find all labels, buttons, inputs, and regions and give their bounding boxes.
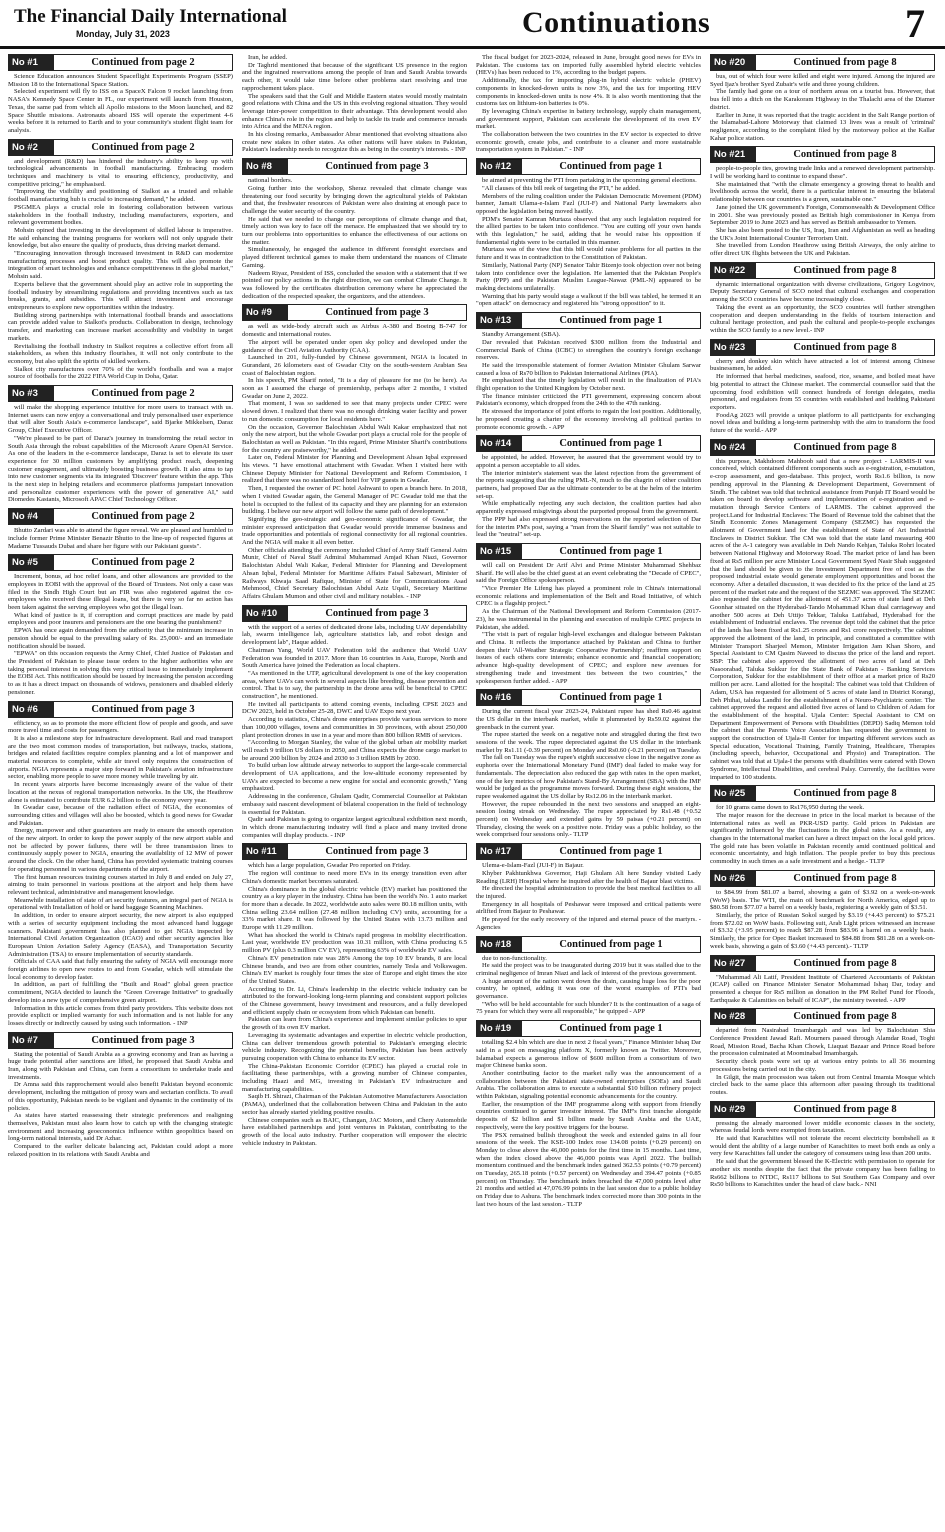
paragraph: In his closing remarks, Ambassador Abrar mentioned that evolving situations also create new stakes in other states. As other nations will have stakes in Pakistan, Pakistan's leadership needs to recognize this as being in the country's interests. - INP <box>242 131 467 154</box>
continuation-number: No #21 <box>711 147 756 162</box>
continuation-title: Continued from page 2 <box>91 557 195 569</box>
article-body <box>476 177 701 308</box>
continuation-box <box>8 701 233 1028</box>
article-body <box>8 158 233 381</box>
paragraph: "All clauses of this bill reek of targeting the PTI," he added. <box>482 184 641 192</box>
article-body <box>710 358 935 435</box>
paragraph: In Gwadar case, because of the radiation effect of NGIA, the economies of surrounding cities and villages will also be boosted, which is good news for Gwadar and Pakistan. <box>8 804 233 827</box>
paragraph: Similarly, National Party (NP) Senator Tahir Bizenjo took objection over not being taken into confidence over the legislation. He lamented that the Pakistan People's Party (PPP) and the Pakistan Muslim League-Nawaz (PML-N) appeared to be making decisions unilaterally. <box>476 261 701 292</box>
paragraph: Nadeem Riyaz, President of ISS, concluded the session with a statement that if we pointed our policy actions in the right direction, we can combat Climate Change. It was followed by the certificates distribution ceremony where he appreciated the dedication of the respected speaker, the organizers, and the attendees. <box>242 269 467 300</box>
continuation-title: Continued from page 1 <box>559 161 663 173</box>
continuation-title: Continued from page 1 <box>559 938 663 950</box>
paragraph: The collaboration between the two countries in the EV sector is expected to drive economic growth, create jobs, and contribute to a cleaner and more sustainable transportation system in Pakistan." - INP <box>476 131 701 154</box>
newspaper-name: The Financial Daily International <box>14 6 287 27</box>
continuation-number: No #23 <box>711 340 756 355</box>
continuation-header <box>476 543 701 560</box>
paragraph: Simultaneously, he engaged the audience in different foresight exercises and played different technical games to make them understand the nuances of Climate Gaming. <box>242 246 467 269</box>
continuation-box <box>8 508 233 550</box>
paragraph: He said that Karachiites will not tolerate the recent electricity bombshell as it would dent the ability of a large number of Karachiites to meet both ends as only a very few Karachiites fall under the category of consumers using less than 200 units. <box>710 1135 935 1158</box>
article-body <box>476 955 701 1017</box>
continuation-header <box>8 1032 233 1049</box>
paragraph: The finance minister criticized the PTI government, expressing concern about Pakistan's economy, which dropped from the 24th to the 47th ranking. <box>476 392 701 408</box>
article-body <box>476 1039 701 1208</box>
paragraph: The PSX remained bullish throughout the week and extended gains in all four sessions of the week. The KSE-100 Index rose 134.08 points (+0.29 percent) on Monday to close above the 46,000 points for the first time in 15 months. Last time, when the index closed above the 46,000 points was April 2022. The bullish momentum continued and the benchmark index gained 362.53 points (+0.79 percent) on Tuesday, 265.18 points (+0.57 percent) on Wednesday and 394.47 points (+0.85 percent) on Thursday. The benchmark index breached the 47,000 points level after 21 months and settled at 47,076.99 points in the last session due to a public holiday on Friday due to Ashura. The benchmark index corrected more than 300 points in the last two hours of the last session.- TLTP <box>476 1131 701 1208</box>
paragraph: She maintained that "with the climate emergency a growing threat to health and livelihoods across the world, there is a particular interest in ensuring the bilateral relationship between our countries is a green, sustainable one." <box>710 180 935 204</box>
continuation-box <box>8 139 233 381</box>
paragraph: By leveraging China's expertise in battery technology, supply chain management, and government support, Pakistan can accelerate the development of its own EV market. <box>476 107 701 131</box>
continuation-title: Continued from page 8 <box>793 1011 897 1023</box>
paragraph: Experts believe that the government should play an active role in supporting the football industry by streamlining regulations and providing incentives such as tax breaks, grants, and subsidies. This will attract investment and encourage entrepreneurs to explore new opportunities within the industry. <box>8 280 233 311</box>
continuation-header <box>710 1008 935 1025</box>
continuation-box <box>476 1020 701 1208</box>
paragraph: China's EV penetration rate was 28% Among the top 10 EV brands, 8 are local Chinese brands, and two are from other countries, namely Tesla and Volkswagen. China's EV market is roughly four times the size of Europe and eight times the size of the United States. <box>242 954 467 985</box>
continuation-box <box>242 605 467 840</box>
paragraph: "Encouraging innovation through increased investment in R&D can modernize manufacturing processes and boost product quality. This will also promote the integration of smart technologies and enhance competitiveness in the global market," Mohsin said. <box>8 250 233 281</box>
continuation-number: No #14 <box>477 436 522 451</box>
continuation-header <box>242 843 467 860</box>
continuation-box <box>710 785 935 866</box>
paragraph: Bhutto Zardari was able to attend the figure reveal. We are pleased and humbled to include former Prime Minister Benazir Bhutto to the line-up of respected figures at Madame Tussauds Dubai and share her figure with our Pakistani guests". <box>8 527 233 550</box>
paragraph: Qadir said Pakistan is going to organize largest agricultural exhibition next month, in which drone manufacturing industry will find a place and many invited drone companies will display products. - INP <box>242 816 467 839</box>
continuation-header <box>242 158 467 175</box>
paragraph: The fiscal budget for 2023-2024, released in June, brought good news for EVs in Pakistan. The customs tax on imported fully assembled hybrid electric vehicles (HEVs) has been reduced to 1%, according to the budget papers. <box>476 54 701 77</box>
continuation-title: Continued from page 3 <box>325 846 429 858</box>
paragraph: He said that the government blessed the K-Electric with permission to operate for another six months despite the fact that the private company has been failing to Rs662 billions to NTDC, Rs117 billions to Sui Southern Gas Company and over Rs50 billions to Karachiites under the head of claw back.- NNI <box>710 1158 935 1189</box>
continuation-title: Continued from page 3 <box>91 703 195 715</box>
masthead <box>0 0 945 49</box>
paragraph: Meanwhile installation of state of art security features, an integral part of NGIA is operational with Installation of hold or hand baggage Scanning Machines. <box>8 896 233 912</box>
continuation-number: No #24 <box>711 440 756 455</box>
continuation-header <box>8 554 233 571</box>
paragraph: The fall on Tuesday was the rupee's eighth successive close in the negative zone as euphoria over the International Monetary Fund (IMF) deal faded to make way for fundamentals. The depreciation also reduced the gap with rates in the open market, one of the key metrics of how Pakistan's Stand-By Arrangement (SBA) with the IMF would be judged as the programme moves forward. During these eight sessions, the rupee weakened against the US dollar by Rs12.06 in the interbank market. <box>476 754 701 800</box>
continuation-number: No #16 <box>477 690 522 705</box>
paragraph: The family had gone on a tour of northern areas on a tourist bus. However, that bus fell into a ditch on the Karakoram Highway in the Thalachi area of the Diamer district. <box>710 88 935 111</box>
paragraph: to $84.99 from $81.07 a barrel, showing a gain of $3.92 on a week-on-week (WoW) basis. The WTI, the main oil benchmark for North America, edged up to $80.58 from $77.07 a barrel on a weekly basis, registering a weekly gain of $3.51. <box>710 888 935 912</box>
article-body <box>8 1051 233 1159</box>
continuation-box <box>710 439 935 782</box>
continuation-title: Continued from page 1 <box>559 438 663 450</box>
paragraph: which has a large population, Gwadar Pro reported on Friday. <box>248 862 411 870</box>
paragraph: Compared to the earlier delicate balancing act, Pakistan could adopt a more relaxed position in its relations with Saudi Arabia and <box>8 1143 233 1158</box>
paragraph: Additionally, the tax for importing plug-in hybrid electric vehicle (PHEV) components in knocked-down units is now 3%, and the tax for importing HEV components in knocked-down units is now 4%. It is also worth mentioning that the customs tax on lithium-ion batteries is 0%. <box>476 77 701 108</box>
issue-date: Monday, July 31, 2023 <box>76 29 170 39</box>
paragraph: What has shocked the world is China's rapid progress in mobility electrification. Last year, worldwide EV production was 10.31 million, with China producing 6.5 million PV (plus 0.3 million CV EV), representing 63% of worldwide EV sales. <box>242 931 467 955</box>
paragraph: In Gilgit, the main procession was taken out from Central Imamia Mosque which circled back to the same place this afternoon after passing through its traditional routes. <box>710 1073 935 1096</box>
paragraph: She travelled from London Heathrow using British Airways, the only airline to offer direct UK flights between the UK and Pakistan. <box>710 242 935 258</box>
continuation-number: No #19 <box>477 1021 522 1036</box>
paragraph: According to Dr. Li, China's leadership in the electric vehicle industry can be attributed to the forward-looking long-term planning and consistent support policies of the Chinese government, heavy investment and resources, and a fully developed and efficient supply chain or ecosystem from which Pakistan can benefit. <box>242 985 467 1016</box>
paragraph: As states have started reassessing their strategic preferences and realigning themselves, Pakistan must also learn how to catch up with the changing strategic environment and increasing geoeconomics influence within geopolitics based on long-term national interests, said Dr Azhar. <box>8 1112 233 1143</box>
article-body <box>242 862 467 1147</box>
continuation-header <box>710 339 935 356</box>
continuation-title: Continued from page 1 <box>559 1023 663 1035</box>
continuation-number: No #29 <box>711 1102 756 1117</box>
paragraph: The region will continue to need more EVs in its energy transition even after China's domestic market becomes saturated. <box>242 870 467 885</box>
article-columns <box>8 54 937 1526</box>
continuation-header <box>710 785 935 802</box>
paragraph: Signifying the geo-strategic and geo-economic significance of Gwadar, the minister expressed anticipation that Gwadar would provide immense business and trade opportunities and potentials of regional connectivity for all regional countries. And the NGIA will make it all even better. <box>242 515 467 547</box>
paragraph: "Who will be held accountable for such blunder? It is the continuation of a saga of 75 years for which they were all responsible," he quipped - APP <box>476 1000 701 1016</box>
paragraph: Saqib H. Shirazi, Chairman of the Pakistan Automotive Manufacturers Association (PAMA), underlined that the collaboration between China and Pakistan in the auto sector has already started yielding positive results. <box>242 1093 467 1116</box>
paragraph: Later on, Federal Minister for Planning and Development Ahsan Iqbal expressed his views. "I have emotional attachment with Gwadar. When I visited here with Chinese Deputy Minister for National Development and Reform Commission, I realized that there was no standardized hotel for VIP guests in Gwadar. <box>242 454 467 485</box>
paragraph: Officials of CAA said that fully ensuring the safety of NGIA will encourage more foreign airlines to open new routes to and from Gwadar, which will stimulate the local economy to develop faster. <box>8 958 233 981</box>
column-3 <box>476 54 701 1526</box>
paragraph: She has also been posted to the US, Iraq, Iran and Afghanistan as well as heading the UK's Joint International Counter Terrorism Unit. <box>710 226 935 242</box>
paragraph: He stressed the importance of joint efforts to regain the lost position. Additionally, he proposed creating a charter of the economy involving all political parties to promote economic growth. - APP <box>476 408 701 431</box>
paragraph: PDM's Senator Kamran Murtaza observed that any such legislation required for the allied parties to be taken into confidence. "You are cutting off your own hands with this legislation," he said, adding that he would raise his opposition if fundamental rights were to be curtailed in this manner. <box>476 215 701 246</box>
continuation-number: No #18 <box>477 937 522 952</box>
continuation-title: Continued from page 8 <box>793 149 897 161</box>
paragraph: As the Chairman of the National Development and Reform Commission (2017-23), he was instrumental in the planning and execution of multiple CPEC projects in Pakistan, she added. <box>476 608 701 631</box>
paragraph: Science Education announces Student Spaceflight Experiments Program (SSEP) Mission 18 to the International Space Station. <box>8 73 233 88</box>
paragraph: Another contributing factor to the market rally was the announcement of a collaboration between the Pakistani state-owned enterprises (SOEs) and Saudi Arabia. The collaboration aims to execute a substantial $10 billion refinery project within Pakistan, signaling potential economic advancements for the country. <box>476 1069 701 1101</box>
paragraph: Iran, he added. <box>248 54 288 61</box>
paragraph: Pakistan can learn from China's experience and implement similar policies to spur the growth of its own EV market. <box>242 1016 467 1032</box>
paragraph: Members of the ruling coalition under the Pakistan Democratic Movement (PDM) banner, Jamait Ulama-e-Islam Fazl (JUI-F) and National Party lawmakers also opposed the legislation being moved hastily. <box>476 192 701 215</box>
continuation-title: Continued from page 1 <box>559 545 663 557</box>
article-body <box>710 165 935 257</box>
continuation-box <box>476 158 701 308</box>
continuation-box <box>710 955 935 1005</box>
continuation-title: Continued from page 8 <box>793 264 897 276</box>
paragraph: To build urban low altitude airway networks to support the large-scale commercial development of UA applications, and the low-altitude economy represented by UAVs are expected to become a new engine for social and economic growth," Yang emphasized. <box>242 762 467 793</box>
paragraph: In recent years airports have become increasingly aware of the value of their location at the nexus of regional transportation networks. In the UK, the Heathrow alone is estimated to contribute EUR 6.2 billion to the economy every year. <box>8 781 233 804</box>
article-body <box>8 720 233 1028</box>
continuation-number: No #4 <box>9 509 54 524</box>
paragraph: FoodAg 2023 will provide a unique platform to all participants for exchanging novel ideas and building a long-term partnership with the aim to transform the food future of the world.- APP <box>710 411 935 435</box>
paragraph: Mohsin opined that investing in the development of skilled labour is imperative. He said enhancing the training programs for workers will not only upgrade their knowledge, but also ensure the quality of products, thus driving market demand. <box>8 226 233 250</box>
continuation-box <box>710 1101 935 1189</box>
article-body <box>476 862 701 931</box>
continuation-number: No #17 <box>477 844 522 859</box>
paragraph: China's dominance in the global electric vehicle (EV) market has positioned the country as a key player in the industry. China has been the world's No. 1 auto market for more than a decade. In 2022, worldwide auto sales were 80.18 million units, with China selling 23.64 million (27.48 million including CV) units, accounting for a 33% market share. It was followed by the United States with 13.73 million and Europe with 11.29 million. <box>242 885 467 932</box>
paragraph: Similarly, the price of Russian Sokol surged by $3.19 (+4.43 percent) to $75.21 from $72.02 on WoW basis. Following suit, Arab Light prices witnessed an increase of $3.32 (+3.95 percent) to reach $87.28 from $83.96 a barrel on a weekly basis. Similarly, the price for Opec Basket increased to $84.88 from $81.28 on a week-on-week basis, showing a gain of $3.60 (+4.43 percent).- TLTP <box>710 911 935 950</box>
continuation-header <box>476 1020 701 1037</box>
paragraph: Chinese companies such as BAIC, Changan, JAC Motors, and Chery Automobile have established partnerships and joint ventures in Pakistan, contributing to the growth of the local auto industry. Further cooperation will empower the electric vehicle industry in Pakistan. <box>242 1116 467 1147</box>
continuation-number: No #25 <box>711 786 756 801</box>
continuation-header <box>476 689 701 706</box>
paragraph: Ulema-e-Islam-Fazl (JUI-F) in Bajaur. <box>482 862 584 870</box>
paragraph: It is also a milestone step for infrastructure development. Rail and road transport are the two most common modes of transportation, but railways, tracks, stations, bridges and related facilities require complex planning and a lot of manpower and material resources to complete, while air travel only requires the construction of airports. NGIA represents a major step forward in Pakistan's aviation infrastructure sector, enabling more people to save more money while traveling by air. <box>8 734 233 781</box>
paragraph: Sialkot city manufactures over 70% of the world's footballs and was a major source of footballs for the 2022 FIFA World Cup in Doha, Qatar. <box>8 365 233 381</box>
article-body <box>242 323 467 600</box>
paragraph: The interior minister's statement was the latest rejection from the government of the reports suggesting that the ruling PML-N, much to the chagrin of other coalition partners, had proposed Dar as the ultimate contender to be at the helm of the interim set-up. <box>476 469 701 500</box>
paragraph: What kind of justice is it, if corruption and corrupt practices are made by paid employees and poor insurers and pensioners are the one bearing the punishment? <box>8 611 233 627</box>
paragraph: Launched in 201, fully-funded by Chinese government, NGIA is located in Gurandani, 26 kilometers east of Gwadar City on the south-western Arabian Sea coast of Balochistan region. <box>242 354 467 377</box>
paragraph: Stating the potential of Saudi Arabia as a growing economy and Iran as having a huge trade potential after sanctions are lifted, he proposed that Saudi Arabia and Iran, along with Pakistan and China, can form a consortium to undertake trade and investments. <box>8 1050 233 1081</box>
continuation-title: Continued from page 2 <box>91 388 195 400</box>
paragraph: Going further into the workshop, Sheraz revealed that climate change was threatening our food security by bringing down the agricultural yields of Pakistan and that, the freshwater resources of Pakistan were also draining at enough pace to challenge the water security of the country. <box>242 184 467 215</box>
paragraph: He said the project was to be inaugurated during 2019 but it was stalled due to the criminal negligence of Imran Niazi and lack of interest of the previous government. <box>476 962 701 977</box>
paragraph: this purpose, Makhdoom Mahboob said that a new project - LARMIS-II was conceived, which contained different components such as e-registration, e-mutation, e-crop assessment, and geo-database. This project, worth Rs1.6 billion, is now pending approval in the Planning & Development Department, Government of Sindh. The cabinet was told that technical assistance from Punjab IT Board would be taken on board to develop software and implementation of e-registration and e-mutation through Service Centers of LARMIS. The cabinet approved the project.Land for Industrial Enclaves: The Board of Revenue told the cabinet that the Sindh Economic Zones Management Company (SEZMC) has requested the allotment of Government land for the establishment of State of Art Industrial Enclaves in District Sukkur. The CM was told that the state land measuring 400 acres of the A-1 category was available in Deh Nando Kehjan, Taluka Rohri located between National Highway and Motorway Road. The market price of land has been fixed at Rs5 million per acre Minister Local Government Syed Nasir Shah suggested that the land should be given to the Investment Department free of cost as the proposed industrial estate would generate employment opportunities and boost the economy. After a detailed discussion, it was decided to fix the price of the land at 25 percent of the market rate and the request of the SEZMC was approved. The SEZMC also requested the cabinet for the allotment of 451.37 acres of state land at Deh Goonhar situated on the Hyderabad-Tando Mohammad Khan dual carriageway and another 500 acres at Deh Uttijo Tekkar, Taluka Latifabad, Hyderabad for the establishment of Industrial enclaves. The revenue dept told the cabinet that the price of the lands has been fixed at Rs1.25 crores and Rs1 crore respectively. The cabinet approved the allotment of the land, in principle, and constituted a committee with Minister Transport Sharjeel Memon, Minister Irrigation Jam Khan Shoro, and Special Assistant to CM Qasim Naveed to discuss the price of the land and report. SBP: The cabinet also approved the allotment of two acres of land at Deh Nasoorabad, Taluka Sukkur for the State Bank of Pakistan - Banking Services Corporation, Sukkur for the establishment of their office at a market price of Rs20 million per acre. Land allotted for the hospital: The cabinet was told that Children of Adam, USA has requested for allotment of 5 acres of state land in District Korangi, Deh Phihai, taluka Landhi for the establishment of a Neuro-Psychiatric center. The cabinet approved the request and allotted five acres of land to Children of Adam for the establishment of the hospital. Ujala Center: Special Assistant to CM on Department Empowerment of Persons with Disabilities (DEPD) Sadiq Memon told the cabinet that the Parents Voice Association has requested the government to support the construction of Ujala-II Center for imparting different services such as Special education, Vocational Training, Family Training, Healthcare, Therapies (including speech, behavior, Occupational and Physio) and Transpiration. The cabinet was told that at Ujala-I the persons with disabilities were catered with Down Syndrome, Intellectual Disabilities, and cerebral Palsy. Currently, the facilities were imparted to 100 students. <box>710 457 935 781</box>
continuation-header <box>710 262 935 279</box>
article-body <box>242 177 467 300</box>
continuation-number: No #28 <box>711 1009 756 1024</box>
paragraph: In addition, in order to ensure airport security, the new airport is also equipped with a series of security equipment including the most advanced hand luggage scanners. Pakistani government has also planned to get NGIA inspected by International Civil Aviation Organization (ICAO) and other security agencies like European Union Aviation Safety Agency (EASA), and Transportation Security Administration (TSA) to ensure implementation of security standards. <box>8 912 233 958</box>
continuation-number: No #13 <box>477 313 522 328</box>
continuation-box <box>476 435 701 539</box>
paragraph: According to statistics, China's drone enterprises provide various services to more than 100,000 villages, towns and communities in 30 provinces, with about 250,000 plant protection drones in use in a year and more than 800 billion RMB of services. <box>242 716 467 739</box>
continuation-box <box>476 843 701 931</box>
continuation-number: No #12 <box>477 159 522 174</box>
paragraph: EPWA has once again demanded from the authority that the minimum increase in pension should be equal to the prevailing salary of Rs. 25,000/- and an immediate notification should be issued. <box>8 627 233 650</box>
continuation-header <box>710 1101 935 1118</box>
paragraph: as well as wide-body aircraft such as Airbus A-380 and Boeing B-747 for domestic and international routes. <box>242 323 467 339</box>
continuation-box <box>476 936 701 1017</box>
paragraph: be aimed at preventing the PTI from partaking in the upcoming general elections. <box>482 177 697 185</box>
paragraph: Jane joined the UK government's Foreign, Commonwealth & Development Office in 2001. She was previously posted as British high commissioner in Kenya from September 2019 to June 2023 and has served as British ambassador to Yemen. <box>710 203 935 227</box>
continuation-number: No #11 <box>243 844 288 859</box>
continuation-header <box>476 312 701 329</box>
article-body <box>710 1120 935 1189</box>
article-body <box>476 331 701 431</box>
column-2 <box>242 54 467 1526</box>
continuation-title: Continued from page 2 <box>91 141 195 153</box>
continuation-header <box>476 936 701 953</box>
continuation-box <box>8 385 233 504</box>
continuation-box <box>476 543 701 685</box>
paragraph: That moment, I was so saddened to see that many projects under CPEC were slowed down. I realized that there was no enough drinking water facility and power to run domestic consumption for local residents here." <box>242 400 467 423</box>
article-body <box>710 889 935 951</box>
continuation-box <box>242 843 467 1147</box>
continuation-header <box>710 146 935 163</box>
paragraph: pressing the already marooned lower middle economic classes in the society, whereas feudal lords were exempted from taxation. <box>710 1119 935 1135</box>
paragraph: Information in this article comes from third party providers. This website does not provide explicit or implied warranty for such information and is not liable for any losses directly or indirectly caused by using such information. - INP <box>8 1004 233 1027</box>
paragraph: Selected experiment will fly to ISS on a SpaceX Falcon 9 rocket launching from NASA's Kennedy Space Center in FL, our experiment will launch from Houston, Texas, the same pad from which all Apollo missions to the Moon launched, and 82 Space Shuttle missions. Astronauts aboard ISS will operate the experiment 4-6 weeks before it is returned to Earth and to your community's student flight team for analysis. <box>8 88 233 134</box>
article-body <box>476 54 701 154</box>
paragraph: In his speech, PM Sharif noted, "It is a day of pleasure for me (to be here). As soon as I assumed the charge of premiership, perhaps after 2 months, I visited Gwadar on June 2, 2022. <box>242 377 467 400</box>
paragraph: will make the shopping experience intuitive for more users to transact with us. Internet users can now enjoy a conversational and truly personalised user experience that will alter South Asia's e-commerce landscape", said Bjarke Mikkelsen, Daraz Group, Chief Executive Officer. <box>8 404 233 435</box>
paragraph: cherry and donkey skin which have attracted a lot of interest among Chinese businessmen, he added. <box>710 357 935 373</box>
column-4 <box>710 54 935 1526</box>
continuation-header <box>8 54 233 71</box>
paragraph: A huge amount of the nation went down the drain, causing huge loss for the poor country, he opined, adding it was one of the worst examples of PTI's bad governance. <box>476 977 701 1001</box>
continuation-header <box>710 870 935 887</box>
paragraph: "According to Morgan Stanley, the value of the global urban air mobility market will reach 9 trillion US dollars in 2050, and China expects the drone cargo market to be around 200 billion by 2024 and 2030 to 3 trillion RMB by 2030. <box>242 739 467 762</box>
paragraph: During the current fiscal year 2023-24, Pakistani rupee has shed Rs0.46 against the US dollar in the interbank market, while it plummeted by Rs59.02 against the greenback in the current year. <box>476 708 701 731</box>
continuation-box <box>710 1008 935 1096</box>
continuation-number: No #3 <box>9 386 54 401</box>
continuation-title: Continued from page 8 <box>793 788 897 800</box>
paragraph: Revitalising the football industry in Sialkot requires a collective effort from all stakeholders, as when this industry flourishes, it will not only contribute to the economy, but also uplift the spirits of skilled workers. <box>8 342 233 365</box>
article-body <box>710 73 935 142</box>
paragraph: He prayed for the early recovery of the injured and eternal peace of the martyrs. - Agencies <box>476 916 701 931</box>
paragraph: However, the rupee rebounded in the next two sessions and snapped an eight-session losing streak on Wednesday. The rupee appreciated by Rs1.48 (+0.52 percent) on Wednesday and extended gains by 59 paisas (+0.21 percent) on Thursday, closing the week on a positive note. Friday was a public holiday, so the week comprised four sessions only.- TLTP <box>476 800 701 839</box>
continuation-box <box>710 146 935 257</box>
paragraph: Khyber Pakhtunkhwa Governor, Haji Ghulam Ali here Sunday visited Lady Reading (LRH) Hospital where he inquired after the health of Bajaur blast victims. <box>476 869 701 885</box>
paragraph: Increment, bonus, ad hoc relief loans, and other allowances are provided to the employees in EOBI with the approval of the Board of Trustees. Not only a case was filed in the Sindh High Court but an FIR was also registered against the co-employees who received these illegal loans, but there is very so far no action has been taken against the serving employees who got the illegal loan. <box>8 573 233 612</box>
paragraph: Then, I requested the owner of PC hotel Ashwani to open a branch here. In 2018, when I visited Gwadar again, the General Manager of PC Gwadar told me that the hotel is occupied to the fullest of its capacity and they are planning for an extension building. I believe our new airport will follow the same path of development." <box>242 485 467 516</box>
continuation-number: No #22 <box>711 263 756 278</box>
paragraph: While emphatically rejecting any such decision, the coalition parties had also apparently expressed misgivings about the purported proposal from the government. <box>476 500 701 516</box>
continuation-title: Continued from page 8 <box>793 957 897 969</box>
continuation-box <box>476 689 701 839</box>
article-body <box>8 73 233 135</box>
continuation-header <box>476 435 701 452</box>
continuation-title: Continued from page 2 <box>91 511 195 523</box>
paragraph: He directed the hospital administration to provide the best medical facilities to all the injured. <box>476 885 701 900</box>
continuation-number: No #27 <box>711 956 756 971</box>
continuation-title: Continued from page 8 <box>793 872 897 884</box>
continuation-header <box>8 508 233 525</box>
paragraph: The speakers said that the Gulf and Middle Eastern states would mostly maintain good relations with China and the US in this evolving regional situation. They would leverage inter-power competition to their advantage. This development would also enhance China's role in the region and help to tackle its trade and commerce inroads into Africa and the MENA region. <box>242 92 467 131</box>
continuation-box <box>476 54 701 154</box>
continuation-header <box>8 385 233 402</box>
continuation-box <box>242 54 467 154</box>
paragraph: dynamic international organization with diverse civilizations, Grigory Logvinov, Deputy Secretary General of SCO noted that cultural exchanges and cooperation among the SCO countries have become increasingly close. <box>710 280 935 304</box>
paragraph: efficiency, so as to promote the more efficient flow of people and goods, and save more travel time and costs for passengers. <box>8 719 233 735</box>
paragraph: and development (R&D) has hindered the industry's ability to keep up with technological advancements in football manufacturing. Embracing modern techniques and machinery is vital to ensuring efficiency, productivity, and competitive pricing," he emphasised. <box>8 157 233 188</box>
continuation-box <box>710 339 935 435</box>
paragraph: Murtaza was of the view that this bill would raise problems for all parties in the future and it was in contradiction to the Constitution of Pakistan. <box>476 246 701 262</box>
continuation-title: Continued from page 3 <box>91 1034 195 1046</box>
article-body <box>242 624 467 840</box>
continuation-number: No #9 <box>243 305 288 320</box>
continuation-box <box>8 554 233 696</box>
article-body <box>8 573 233 696</box>
continuation-number: No #10 <box>243 606 288 621</box>
article-body <box>242 54 467 154</box>
paragraph: "As mentioned in the UTP, agricultural development is one of the key cooperation areas, where UAVs can work in several aspects like breeding, disease prevention and control. That is to say, the partnership in the drone area will be beneficial to CPEC construction", he mentioned. <box>242 669 467 701</box>
paragraph: Dr Taghrid mentioned that because of the significant US presence in the region and the ingrained reservations among the people of Iran and Saudi Arabia towards each other, it would take time before other problems start resolving and true rapprochement takes place. <box>242 61 467 92</box>
continuation-number: No #2 <box>9 140 54 155</box>
article-body <box>476 454 701 539</box>
paragraph: people-to-people ties, growing trade links and a renewed development partnership. I will be working hard to continue to expand these". <box>710 165 935 181</box>
continuation-number: No #5 <box>9 555 54 570</box>
continuation-header <box>242 605 467 622</box>
paragraph: He invited all participants to attend coming events, including CPSE 2023 and DCW 2023, held in October 25-28, DWC and UAV Expo next year. <box>242 700 467 716</box>
continuation-header <box>476 843 701 860</box>
continuation-number: No #6 <box>9 702 54 717</box>
paragraph: Dr Amna said this rapprochement would also benefit Pakistan beyond economic development, including the mitigation of proxy wars and sectarian conflicts. To avail of this opportunity, Pakistan needs to be vigilant and dynamic in the continuity of its policies. <box>8 1081 233 1112</box>
paragraph: Emergency in all hospitals of Peshawar were imposed and critical patients were airlifted from Bajaur to Peshawar. <box>476 900 701 916</box>
paragraph: "Muhammad Ali Latif, President Institute of Chartered Accountants of Pakistan (ICAP) called on Finance Minister Senator Mohammad Ishaq Dar, today and presented a cheque for Rs5 million as donation in the PM Relief Fund for Floods, Earthquake & Calamities on behalf of ICAP", the ministry tweeted. - APP <box>710 973 935 1004</box>
paragraph: national borders. <box>248 177 293 185</box>
paragraph: He informed that herbal medicines, seafood, rice, sesame, and boiled meat have big potential to attract the Chinese market. The commercial counsellor said that the upcoming food exhibition will connect hundreds of foreign delegates, media personnel, and regulators from 55 countries with established and budding Pakistani exporters. <box>710 373 935 411</box>
continuation-header <box>710 439 935 456</box>
paragraph: PSGMEA plays a crucial role in fostering collaboration between various stakeholders in the football industry, including manufacturers, exporters, and relevant government bodies. <box>8 203 233 227</box>
paragraph: Standby Arrangement (SBA). <box>482 331 561 339</box>
article-body <box>710 281 935 335</box>
continuation-box <box>242 158 467 300</box>
continuation-title: Continued from page 2 <box>91 57 195 68</box>
continuation-box <box>710 262 935 335</box>
continuation-box <box>8 1032 233 1159</box>
continuation-title: Continued from page 1 <box>559 692 663 704</box>
paragraph: The PPP had also expressed strong reservations on the reported selection of Dar for the interim PM's post, saying a "man from the Sharif family" was not suitable to lead the "neutral" set-up. <box>476 515 701 539</box>
article-body <box>710 458 935 782</box>
paragraph: The airport will be operated under open sky policy and developed under the guidance of the Civil Aviation Authority (CAA). <box>242 338 467 354</box>
continuation-number: No #8 <box>243 159 288 174</box>
paragraph: Security check posts were set up at various entry points to all 36 mourning processions being carried out in the city. <box>710 1058 935 1073</box>
paragraph: He said the irresponsible statement of former Aviation Minister Ghulam Sarwar caused a loss of Rs70 billion to Pakistan International Airlines (PIA). <box>476 361 701 377</box>
continuation-header <box>242 304 467 321</box>
continuation-title: Continued from page 8 <box>793 57 897 68</box>
continuation-number: No #20 <box>711 55 756 70</box>
paragraph: be appointed, he added. However, he assured that the government would try to appoint a person acceptable to all sides. <box>476 454 701 469</box>
paragraph: Energy, manpower and other guarantees are ready to ensure the smooth operation of the new airport. In order to keep the power supply of the new airport stable and not be affected by power failures, there will be three transmission lines to continuously supply power to NGIA, ensuring the availability of 12 MW of power around the clock. On the other hand, China has provided systematic training courses for operating personnel in various departments of the airport. <box>8 827 233 873</box>
continuation-box <box>476 312 701 431</box>
continuation-title: Continued from page 1 <box>559 846 663 858</box>
continuation-header <box>710 54 935 71</box>
continuation-title: Continued from page 1 <box>559 315 663 327</box>
continuation-number: No #1 <box>9 55 54 70</box>
paragraph: On the occasion, Governor Balochistan Abdul Wali Kakar emphasized that not only the new airport, but the whole Gwadar port plays a crucial role for the people of Balochistan as well as Pakistan. "In this regard, Prime Minister Sharif's contributions for the country are praiseworthy," he added. <box>242 423 467 454</box>
paragraph: He emphasized that the timely legislation will result in the finalization of PIA's flight operation to the United Kingdom by October next. <box>476 377 701 393</box>
paragraph: Other officials attending the ceremony included Chief of Army Staff General Asim Munir, Chief of Naval Staff Admiral Muhammad Amjad Khan Niazi, Governor Balochistan Abdul Wali Kakar, Federal Minister for Planning and Development Ahsan Iqbal, Federal Minister for Maritime Affairs Faisal Sabzwari, Minister of Railways Khwaja Saad Rafique, Minister of State for Communications Asad Mehmood, Chief Secretary Balochistan Abdul Aziz Uqaili, Secretary Maritime Affairs Ghulam Mumon and other civil and military notables. - INP <box>242 546 467 600</box>
page-number: 7 <box>905 1 925 46</box>
continuation-box <box>710 54 935 142</box>
paragraph: Addressing in the conference, Ghulam Qadir, Commercial Counsellor at Pakistan embassy said nascent development of bilateral cooperation in the field of technology is essential for Pakistan. <box>242 793 467 816</box>
paragraph: for 10 grams came down to Rs176,950 during the week. <box>716 804 865 812</box>
article-body <box>710 1027 935 1096</box>
continuation-header <box>8 701 233 718</box>
paragraph: The China-Pakistan Economic Corridor (CPEC) has played a crucial role in facilitating these partnerships, with a growing number of Chinese companies, including Haazi and MG, investing in Pakistan's EV infrastructure and manufacturing capabilities. <box>242 1062 467 1093</box>
continuation-title: Continued from page 3 <box>325 307 429 319</box>
paragraph: "The visit is part of regular high-level exchanges and dialogue between Pakistan and China. It reflects the importance attached by Pakistan and China to further deepen their 'All-Weather Strategic Cooperative Partnership'; reaffirm support on issues of each others core interests; enhance economic and financial cooperation; advance high-quality development of CPEC; and explore new avenues for strengthening trade and investment ties between the two countries," the spokesperson further added. - APP <box>476 631 701 685</box>
paragraph: Earlier in June, it was reported that the tragic accident in the Salt Range portion of the Islamabad-Lahore Motorway that claimed 13 lives was a result of 'criminal' negligence, according to the complaint filed by the motorway police at the Kallar Kahar police station. <box>710 111 935 142</box>
paragraph: totalling $2.4 bln which are due in next 2 fiscal years," Finance Minister Ishaq Dar said in a post on messaging platform X, formerly known as Twitter. Moreover, Islamabad expects a generous inflow of $600 million from a consortium of two major Chinese banks soon. <box>476 1039 701 1070</box>
paragraph: due to non-functionality. <box>482 954 547 962</box>
paragraph: "Vice Premier He Lifeng has played a prominent role in China's international economic relations and implementation of the Belt and Road Initiative, of which CPEC is a flagship project." <box>476 585 701 608</box>
continuation-header <box>8 139 233 156</box>
paragraph: The first human resources training courses started in July 8 and ended on July 27, aiming to train personnel in various positions at the airport and help them have relevant technical, administrative and management knowledge. <box>8 873 233 896</box>
paragraph: He said that we needed to change our perceptions of climate change and that, timely action was key to face off the menace. He emphasized that we should try to turn our problems into opportunities to enhance the effectiveness of our actions on the matter. <box>242 215 467 246</box>
article-body <box>476 562 701 685</box>
continuation-box <box>710 870 935 951</box>
continuation-title: Continued from page 8 <box>793 441 897 453</box>
paragraph: "Improving the visibility and positioning of Sialkot as a trusted and reliable football manufacturing hub is crucial to increasing demand," he added. <box>8 188 233 204</box>
paragraph: The major reason for the decrease in price in the local market is because of the international rates as well as PKR-USD parity. Gold prices in Pakistan are significantly influenced by the fluctuations in the global rates. As a result, any changes in the international market can have a direct impact on the local gold prices. The gold rate has been volatile in Pakistan recently amid continued political and economic uncertainty, and high inflation. The people prefer to buy this precious commodity in such times as a safe investment and a hedge.- TLTP <box>710 811 935 866</box>
paragraph: Taking the event as an opportunity, the SCO countries will further strengthen cooperation and deepen understanding in the fields of tourism interaction and cultural heritage protection, and push the cultural and people-to-people exchanges within the SCO family to a new level.- INP <box>710 303 935 334</box>
continuation-box <box>242 304 467 600</box>
continuation-header <box>710 955 935 972</box>
continuation-title: Continued from page 8 <box>793 341 897 353</box>
paragraph: In addition, as part of fulfilling the "Built and Road" global green practice commitment, NGIA decided to launch the "Green Coverage Initiative" to gradually develop into a new type of comprehensive green airport. <box>8 981 233 1004</box>
continuation-number: No #26 <box>711 871 756 886</box>
article-body <box>8 404 233 504</box>
article-body <box>476 708 701 839</box>
paragraph: The rupee started the week on a negative note and struggled during the first two sessions of the week. The rupee depreciated against the US dollar in the interbank market by Rs1.11 (-0.39 percent) on Monday and Rs0.60 (-0.21 percent) on Tuesday. <box>476 731 701 754</box>
paragraph: will call on President Dr Arif Alvi and Prime Minister Muhammad Shehbaz Sharif. He will also be the chief guest at an event celebrating the "Decade of CPEC", said the Foreign Office spokesperson. <box>476 561 701 585</box>
paragraph: Dar revealed that Pakistan received $300 million from the Industrial and Commercial Bank of China (ICBC) to strengthen the country's foreign exchange reserves. <box>476 338 701 362</box>
continuation-number: No #7 <box>9 1033 54 1048</box>
section-title: Continuations <box>522 6 711 39</box>
paragraph: bus, out of which four were killed and eight were injured. Among the injured are Syed Ijaz's brother Syed Zubair's wife and three young children. <box>710 73 935 88</box>
article-body <box>8 527 233 550</box>
article-body <box>710 974 935 1005</box>
paragraph: "We're pleased to be part of Daraz's journey in transforming the retail sector in South Asia through the robust capabilities of the Microsoft Azure OpenAI Service. As one of the leaders in the e-commerce landscape, Daraz is set to elevate its user experience for 30 million customers by amplifying product reach, deepening customer engagement, and ultimately boosting business growth. It also aims to tap into new customer segments via its integrated 'Discover' feature within the app. This is the next step in helping retailers and ecommerce platforms jumpstart innovation and personalize customer experiences with the power of generative AI," said Diomedes Kastanis, Microsoft APAC Chief Technology Officer. <box>8 434 233 504</box>
paragraph: Building strong partnerships with international football brands and associations can provide added value to Sialkot's products. Collaboration in design, technology transfer, and marketing can increase market accessibility and visibility in target markets. <box>8 311 233 342</box>
paragraph: Warning that his party would stage a walkout if the bill was tabled, he termed it an "open attack" on democracy and registered his "strong opposition" to it. <box>476 292 701 308</box>
paragraph: with the support of a series of dedicated drone labs, including UAV dependability lab, swarm intelligence lab, agriculture statistics lab, and robot design and development lab", Haque added. <box>242 623 467 647</box>
paragraph: "EPWA" on this occasion requests the Army Chief, Chief Justice of Pakistan and the President of Pakistan to please issue orders to the higher authorities who are taking personal interest in solving this very critical issue to immediately implement the EOBI Act. This notification should be issued by increasing the pension according to as it has a direct impact on thousands of widows, pensioners and disabled elderly pensioner. <box>8 650 233 696</box>
paragraph: Chairman Yang, World UAV Federation told the audience that World UAV Federation was founded in 2017. More than 16 countries in Asia, Europe, North and South America have joined the Federation as local chapters. <box>242 646 467 670</box>
paragraph: Leveraging its systematic advantages and expertise in electric vehicle production, China can deliver tremendous growth potential to Pakistan's emerging electric vehicle industry. Recognizing the potential benefits, Pakistan has been actively pursuing cooperation with China to enhance its EV sector. <box>242 1031 467 1062</box>
continuation-title: Continued from page 3 <box>325 161 429 173</box>
continuation-box <box>8 54 233 135</box>
column-1 <box>8 54 233 1526</box>
paragraph: Earlier, the resumption of the IMF programme along with support from friendly countries continued to garner investor interest. The IMF's first tranche alongside deposits of $2 billion and $1 billion made by Saudi Arabia and the UAE, respectively, were the key positive triggers for the bourse. <box>476 1100 701 1131</box>
continuation-title: Continued from page 8 <box>793 1103 897 1115</box>
continuation-title: Continued from page 3 <box>325 607 429 619</box>
paragraph: departed from Nasirabad Imambargah and was led by Balochistan Shia Conference President Jawad Rafi. Mourners passed through Alamdar Road, Toghi Road, Mission Road, Bacha Khan Chowk, Liaquat Bazaar and Prince Road before the procession culminated at Moominabad Imambargah. <box>710 1027 935 1058</box>
continuation-number: No #15 <box>477 544 522 559</box>
article-body <box>710 804 935 866</box>
continuation-header <box>476 158 701 175</box>
